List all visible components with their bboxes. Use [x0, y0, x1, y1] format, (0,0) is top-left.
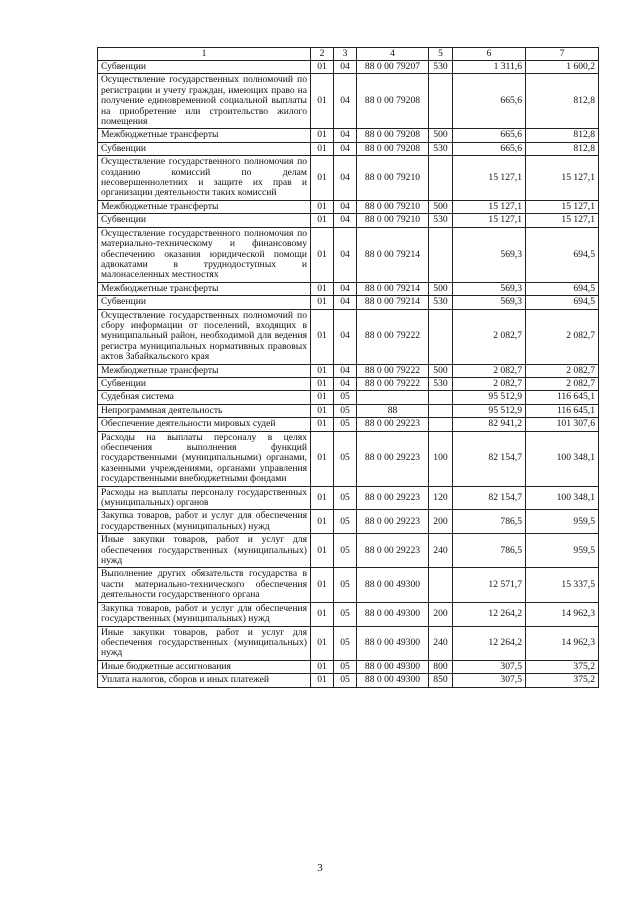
- amount-year-2: 1 600,2: [526, 61, 599, 74]
- table-row: [98, 391, 599, 404]
- target-article-code: 88 0 00 29223: [357, 534, 429, 568]
- row-name: Межбюджетные трансферты: [98, 364, 311, 377]
- amount-year-2: 2 082,7: [526, 377, 599, 390]
- amount-year-1: 12 571,7: [453, 568, 526, 602]
- amount-year-2: 694,5: [526, 282, 599, 295]
- amount-year-1: 15 127,1: [453, 156, 526, 201]
- row-name: Иные закупки товаров, работ и услуг для обеспечения государственных (муниципальных) нужд: [98, 534, 311, 568]
- target-article-code: 88 0 00 79222: [357, 364, 429, 377]
- section-code: 01: [311, 534, 334, 568]
- table-row: [98, 431, 599, 486]
- row-name: Субвенции: [98, 377, 311, 390]
- target-article-code: 88 0 00 79208: [357, 129, 429, 142]
- expense-type-code: 120: [429, 486, 453, 510]
- budget-table: [97, 47, 599, 688]
- expense-type-code: [429, 227, 453, 282]
- table-row: [98, 377, 599, 390]
- table-row: [98, 660, 599, 673]
- amount-year-2: 101 307,6: [526, 418, 599, 431]
- section-code: 01: [311, 227, 334, 282]
- amount-year-2: 116 645,1: [526, 391, 599, 404]
- table-row: [98, 156, 599, 201]
- amount-year-1: 15 127,1: [453, 200, 526, 213]
- target-article-code: 88 0 00 79222: [357, 309, 429, 364]
- row-name: Обеспечение деятельности мировых судей: [98, 418, 311, 431]
- amount-year-1: 665,6: [453, 74, 526, 129]
- section-code: 01: [311, 74, 334, 129]
- amount-year-2: 959,5: [526, 510, 599, 534]
- subsection-code: 05: [334, 626, 357, 660]
- subsection-code: 05: [334, 510, 357, 534]
- column-header: 2: [311, 48, 334, 61]
- amount-year-2: 375,2: [526, 674, 599, 687]
- table-body: [98, 61, 599, 688]
- section-code: 01: [311, 377, 334, 390]
- section-code: 01: [311, 510, 334, 534]
- row-name: Осуществление государственных полномочий по сбору информации от поселений, входящих в муниципальный район, необходимой для ведения регистра муниципальных нормативных правовых актов Забайкальского края: [98, 309, 311, 364]
- target-article-code: 88 0 00 49300: [357, 626, 429, 660]
- amount-year-2: 812,8: [526, 129, 599, 142]
- amount-year-2: 694,5: [526, 296, 599, 309]
- amount-year-1: 1 311,6: [453, 61, 526, 74]
- subsection-code: 04: [334, 214, 357, 227]
- subsection-code: 05: [334, 674, 357, 687]
- row-name: Субвенции: [98, 142, 311, 155]
- subsection-code: 05: [334, 418, 357, 431]
- target-article-code: 88 0 00 49300: [357, 568, 429, 602]
- expense-type-code: 500: [429, 282, 453, 295]
- target-article-code: 88 0 00 29223: [357, 431, 429, 486]
- amount-year-2: 14 962,3: [526, 602, 599, 626]
- column-header: 4: [357, 48, 429, 61]
- page-number: 3: [317, 862, 323, 874]
- expense-type-code: 500: [429, 129, 453, 142]
- table-row: [98, 129, 599, 142]
- amount-year-2: 15 127,1: [526, 200, 599, 213]
- section-code: 01: [311, 626, 334, 660]
- subsection-code: 04: [334, 142, 357, 155]
- amount-year-1: 2 082,7: [453, 364, 526, 377]
- target-article-code: 88 0 00 79210: [357, 156, 429, 201]
- table-row: [98, 404, 599, 417]
- table-row: [98, 309, 599, 364]
- column-header: 1: [98, 48, 311, 61]
- row-name: Иные закупки товаров, работ и услуг для обеспечения государственных (муниципальных) нужд: [98, 626, 311, 660]
- target-article-code: 88 0 00 79208: [357, 74, 429, 129]
- subsection-code: 05: [334, 391, 357, 404]
- section-code: 01: [311, 568, 334, 602]
- amount-year-1: 569,3: [453, 282, 526, 295]
- amount-year-1: 95 512,9: [453, 404, 526, 417]
- target-article-code: 88: [357, 404, 429, 417]
- subsection-code: 05: [334, 486, 357, 510]
- section-code: 01: [311, 486, 334, 510]
- table-row: [98, 418, 599, 431]
- subsection-code: 04: [334, 364, 357, 377]
- row-name: Межбюджетные трансферты: [98, 129, 311, 142]
- subsection-code: 05: [334, 534, 357, 568]
- expense-type-code: 200: [429, 602, 453, 626]
- target-article-code: [357, 391, 429, 404]
- row-name: Уплата налогов, сборов и иных платежей: [98, 674, 311, 687]
- amount-year-2: 812,8: [526, 142, 599, 155]
- row-name: Субвенции: [98, 214, 311, 227]
- subsection-code: 05: [334, 660, 357, 673]
- row-name: Субвенции: [98, 296, 311, 309]
- subsection-code: 04: [334, 227, 357, 282]
- expense-type-code: 530: [429, 377, 453, 390]
- target-article-code: 88 0 00 29223: [357, 418, 429, 431]
- expense-type-code: [429, 568, 453, 602]
- row-name: Межбюджетные трансферты: [98, 282, 311, 295]
- section-code: 01: [311, 156, 334, 201]
- amount-year-2: 812,8: [526, 74, 599, 129]
- expense-type-code: 800: [429, 660, 453, 673]
- expense-type-code: 100: [429, 431, 453, 486]
- target-article-code: 88 0 00 79207: [357, 61, 429, 74]
- amount-year-2: 14 962,3: [526, 626, 599, 660]
- section-code: 01: [311, 200, 334, 213]
- amount-year-1: 95 512,9: [453, 391, 526, 404]
- amount-year-1: 665,6: [453, 129, 526, 142]
- table-row: [98, 142, 599, 155]
- target-article-code: 88 0 00 49300: [357, 660, 429, 673]
- table-row: [98, 61, 599, 74]
- section-code: 01: [311, 129, 334, 142]
- table-row: [98, 486, 599, 510]
- section-code: 01: [311, 309, 334, 364]
- expense-type-code: 530: [429, 296, 453, 309]
- section-code: 01: [311, 364, 334, 377]
- column-header: 6: [453, 48, 526, 61]
- section-code: 01: [311, 61, 334, 74]
- row-name: Непрограммная деятельность: [98, 404, 311, 417]
- amount-year-2: 694,5: [526, 227, 599, 282]
- expense-type-code: [429, 391, 453, 404]
- table-row: [98, 602, 599, 626]
- amount-year-2: 100 348,1: [526, 486, 599, 510]
- section-code: 01: [311, 296, 334, 309]
- amount-year-1: 307,5: [453, 674, 526, 687]
- expense-type-code: 200: [429, 510, 453, 534]
- amount-year-1: 82 941,2: [453, 418, 526, 431]
- column-header: 3: [334, 48, 357, 61]
- target-article-code: 88 0 00 79210: [357, 214, 429, 227]
- target-article-code: 88 0 00 79208: [357, 142, 429, 155]
- section-code: 01: [311, 431, 334, 486]
- amount-year-2: 100 348,1: [526, 431, 599, 486]
- amount-year-2: 2 082,7: [526, 309, 599, 364]
- row-name: Осуществление государственного полномочия по созданию комиссий по делам несовершеннолетних и защите их прав и организации деятельности таких комиссий: [98, 156, 311, 201]
- table-row: [98, 214, 599, 227]
- target-article-code: 88 0 00 29223: [357, 510, 429, 534]
- expense-type-code: [429, 418, 453, 431]
- row-name: Иные бюджетные ассигнования: [98, 660, 311, 673]
- amount-year-2: 2 082,7: [526, 364, 599, 377]
- row-name: Расходы на выплаты персоналу государственных (муниципальных) органов: [98, 486, 311, 510]
- expense-type-code: 530: [429, 61, 453, 74]
- expense-type-code: [429, 74, 453, 129]
- row-name: Закупка товаров, работ и услуг для обеспечения государственных (муниципальных) нужд: [98, 510, 311, 534]
- amount-year-1: 2 082,7: [453, 377, 526, 390]
- subsection-code: 04: [334, 129, 357, 142]
- column-header: 5: [429, 48, 453, 61]
- table-row: [98, 200, 599, 213]
- subsection-code: 05: [334, 602, 357, 626]
- expense-type-code: [429, 404, 453, 417]
- amount-year-2: 15 337,5: [526, 568, 599, 602]
- table-row: [98, 674, 599, 687]
- target-article-code: 88 0 00 79222: [357, 377, 429, 390]
- table-row: [98, 510, 599, 534]
- section-code: 01: [311, 142, 334, 155]
- subsection-code: 04: [334, 377, 357, 390]
- amount-year-2: 116 645,1: [526, 404, 599, 417]
- row-name: Субвенции: [98, 61, 311, 74]
- row-name: Выполнение других обязательств государства в части материально-технического обеспечения деятельности государственного органа: [98, 568, 311, 602]
- expense-type-code: 850: [429, 674, 453, 687]
- amount-year-1: 15 127,1: [453, 214, 526, 227]
- amount-year-1: 12 264,2: [453, 602, 526, 626]
- section-code: 01: [311, 418, 334, 431]
- target-article-code: 88 0 00 49300: [357, 602, 429, 626]
- amount-year-1: 82 154,7: [453, 486, 526, 510]
- table-row: [98, 568, 599, 602]
- amount-year-2: 375,2: [526, 660, 599, 673]
- expense-type-code: 500: [429, 200, 453, 213]
- amount-year-1: 569,3: [453, 227, 526, 282]
- amount-year-2: 959,5: [526, 534, 599, 568]
- section-code: 01: [311, 660, 334, 673]
- row-name: Расходы на выплаты персоналу в целях обеспечения выполнения функций государственными (муниципальными) органами, казенными учреждениями, органами управления государственными внебюджетными фондами: [98, 431, 311, 486]
- section-code: 01: [311, 602, 334, 626]
- section-code: 01: [311, 404, 334, 417]
- section-code: 01: [311, 391, 334, 404]
- row-name: Судебная система: [98, 391, 311, 404]
- table-row: [98, 74, 599, 129]
- amount-year-1: 786,5: [453, 534, 526, 568]
- target-article-code: 88 0 00 29223: [357, 486, 429, 510]
- section-code: 01: [311, 674, 334, 687]
- amount-year-1: 2 082,7: [453, 309, 526, 364]
- table-row: [98, 534, 599, 568]
- expense-type-code: [429, 156, 453, 201]
- expense-type-code: 530: [429, 214, 453, 227]
- subsection-code: 04: [334, 309, 357, 364]
- subsection-code: 05: [334, 568, 357, 602]
- amount-year-1: 665,6: [453, 142, 526, 155]
- subsection-code: 04: [334, 296, 357, 309]
- table-row: [98, 227, 599, 282]
- amount-year-1: 307,5: [453, 660, 526, 673]
- expense-type-code: [429, 309, 453, 364]
- table-row: [98, 282, 599, 295]
- row-name: Закупка товаров, работ и услуг для обеспечения государственных (муниципальных) нужд: [98, 602, 311, 626]
- subsection-code: 04: [334, 61, 357, 74]
- section-code: 01: [311, 282, 334, 295]
- row-name: Осуществление государственного полномочия по материально-техническому и финансовому обеспечению оказания юридической помощи адвокатами в труднодоступных и малонаселенных местностях: [98, 227, 311, 282]
- table-row: [98, 364, 599, 377]
- target-article-code: 88 0 00 49300: [357, 674, 429, 687]
- header-row: [98, 48, 599, 61]
- target-article-code: 88 0 00 79210: [357, 200, 429, 213]
- subsection-code: 05: [334, 404, 357, 417]
- target-article-code: 88 0 00 79214: [357, 227, 429, 282]
- section-code: 01: [311, 214, 334, 227]
- subsection-code: 04: [334, 74, 357, 129]
- column-header: 7: [526, 48, 599, 61]
- subsection-code: 04: [334, 156, 357, 201]
- target-article-code: 88 0 00 79214: [357, 282, 429, 295]
- table-row: [98, 626, 599, 660]
- subsection-code: 04: [334, 282, 357, 295]
- subsection-code: 04: [334, 200, 357, 213]
- amount-year-2: 15 127,1: [526, 156, 599, 201]
- table-row: [98, 296, 599, 309]
- expense-type-code: 500: [429, 364, 453, 377]
- expense-type-code: 240: [429, 626, 453, 660]
- row-name: Осуществление государственных полномочий по регистрации и учету граждан, имеющих право на получение единовременной социальной выплаты на приобретение или строительство жилого помещения: [98, 74, 311, 129]
- expense-type-code: 530: [429, 142, 453, 155]
- row-name: Межбюджетные трансферты: [98, 200, 311, 213]
- subsection-code: 05: [334, 431, 357, 486]
- amount-year-1: 12 264,2: [453, 626, 526, 660]
- expense-type-code: 240: [429, 534, 453, 568]
- amount-year-1: 786,5: [453, 510, 526, 534]
- amount-year-1: 82 154,7: [453, 431, 526, 486]
- target-article-code: 88 0 00 79214: [357, 296, 429, 309]
- amount-year-1: 569,3: [453, 296, 526, 309]
- amount-year-2: 15 127,1: [526, 214, 599, 227]
